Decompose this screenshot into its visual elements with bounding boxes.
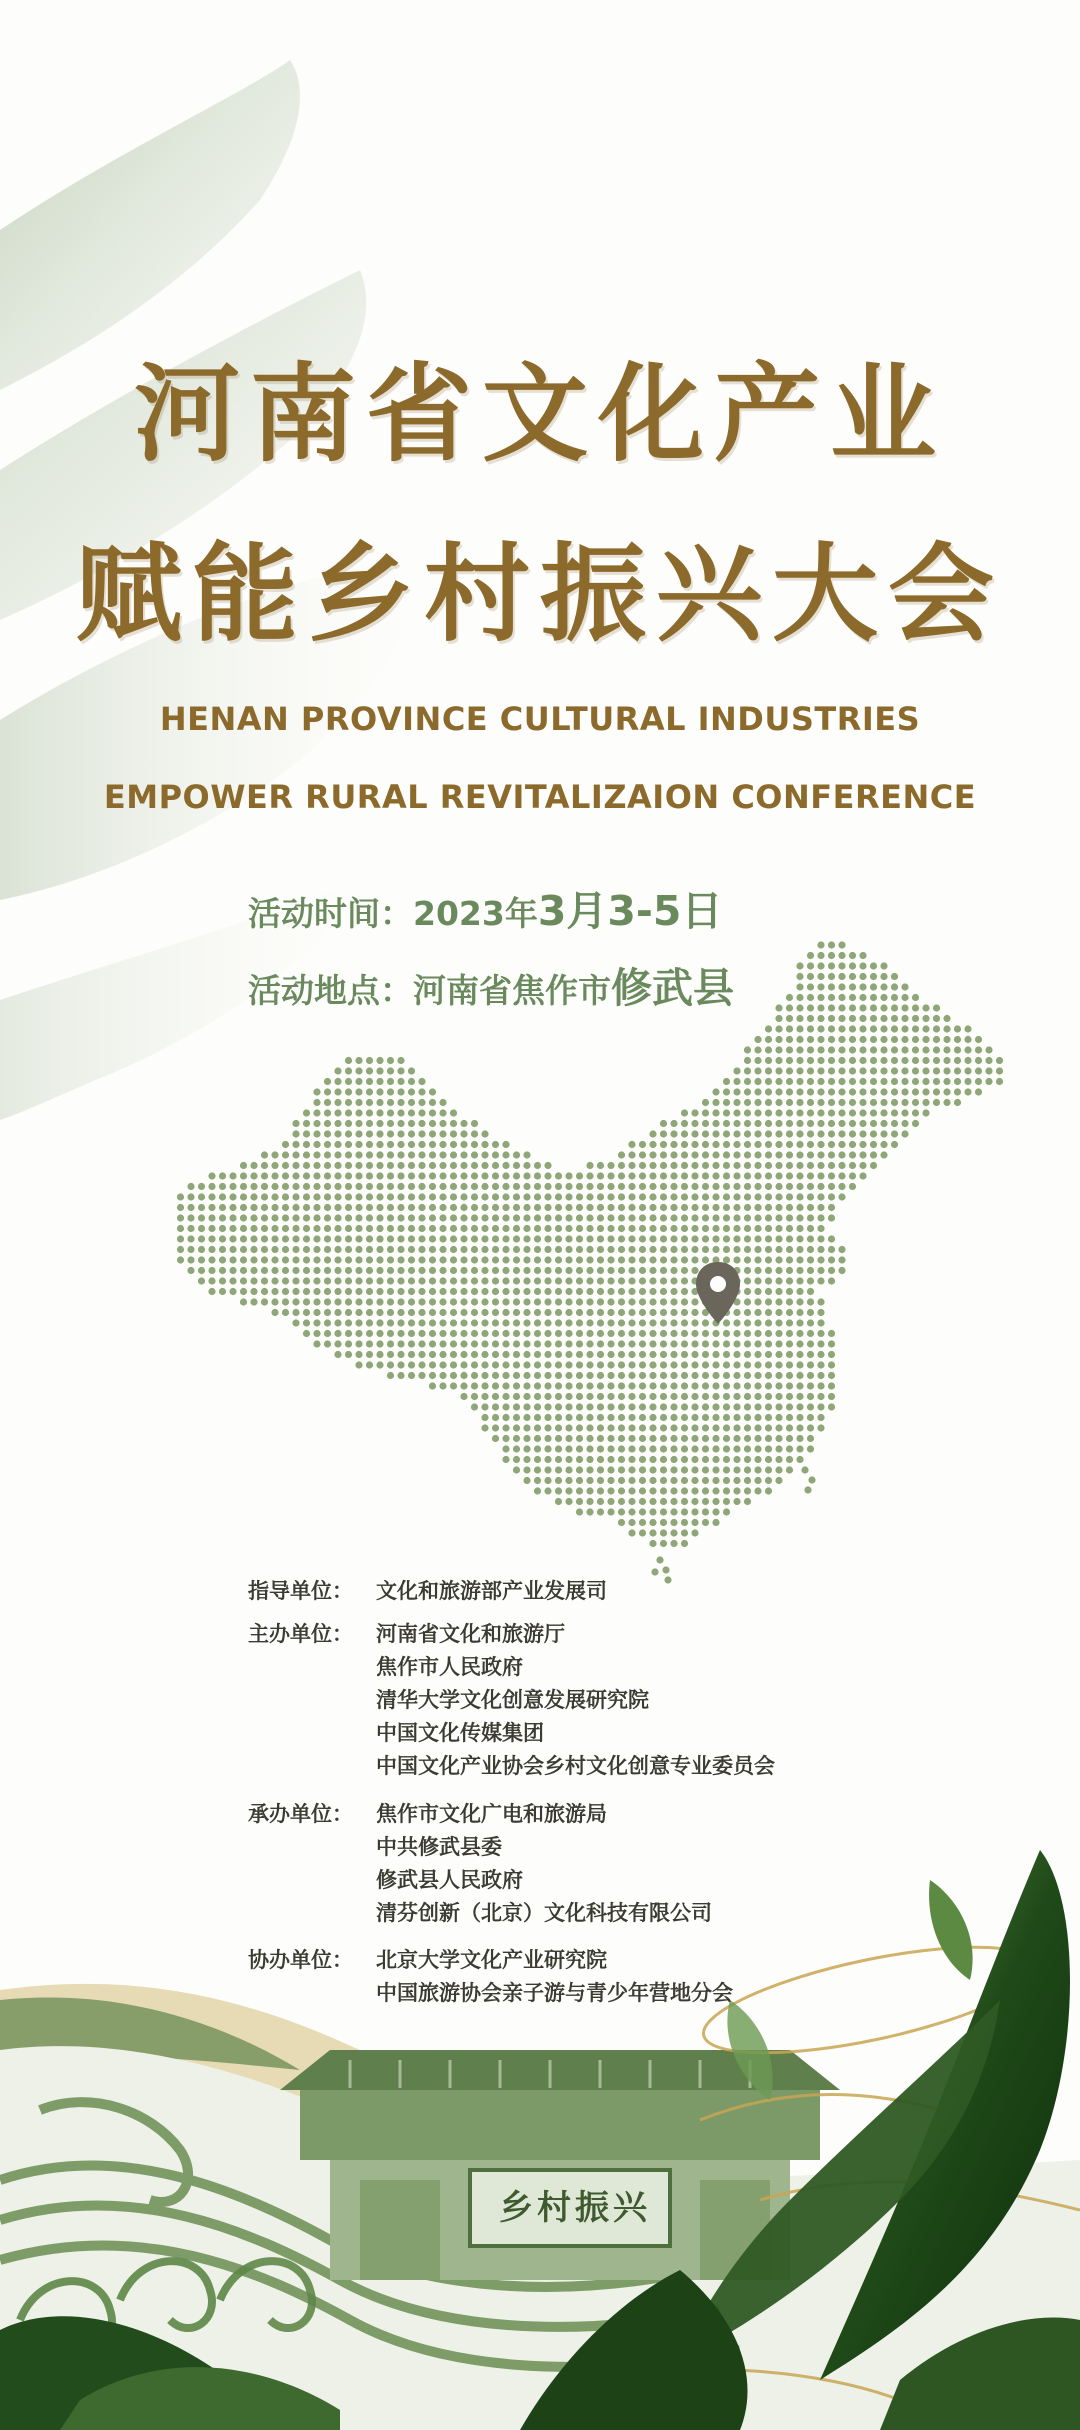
organizer-item: 中国文化产业协会乡村文化创意专业委员会: [376, 1754, 775, 1778]
organizer-item: 文化和旅游部产业发展司: [376, 1579, 607, 1603]
organizer-label: 主办单位：: [248, 1622, 353, 1646]
event-place-county: 修武县: [611, 964, 734, 1012]
event-place-label: 活动地点：: [248, 971, 413, 1010]
organizer-item: 北京大学文化产业研究院: [376, 1948, 607, 1972]
main-title-line-1: 河南省文化产业: [134, 351, 946, 476]
event-place-city: 河南省焦作市: [413, 971, 611, 1010]
english-title-line-1: HENAN PROVINCE CULTURAL INDUSTRIES: [159, 700, 921, 738]
event-time-date: 3月3-5日: [537, 887, 723, 935]
event-time: [248, 878, 722, 937]
english-title-line-2: EMPOWER RURAL REVITALIZAION CONFERENCE: [103, 778, 977, 816]
organizer-item: 焦作市文化广电和旅游局: [376, 1802, 607, 1826]
organizer-label: 承办单位：: [248, 1802, 353, 1826]
organizer-item: 中共修武县委: [376, 1835, 502, 1859]
organizer-label: 协办单位：: [248, 1948, 353, 1972]
main-title-line-2: 赋能乡村振兴大会: [76, 531, 1004, 656]
organizer-item: 焦作市人民政府: [376, 1655, 523, 1679]
event-time-year: 2023年: [413, 894, 538, 933]
event-place: [248, 955, 734, 1014]
organizer-item: 中国旅游协会亲子游与青少年营地分会: [376, 1981, 733, 2005]
organizer-item: 河南省文化和旅游厅: [376, 1622, 565, 1646]
gate-sign-text: 乡村振兴: [499, 2188, 651, 2228]
event-time-label: 活动时间：: [248, 894, 413, 933]
organizer-item: 中国文化传媒集团: [376, 1721, 544, 1745]
organizer-item: 清华大学文化创意发展研究院: [376, 1688, 649, 1712]
organizer-item: 修武县人民政府: [376, 1868, 523, 1892]
organizer-label: 指导单位：: [248, 1579, 353, 1603]
organizer-item: 清芬创新（北京）文化科技有限公司: [376, 1901, 712, 1925]
